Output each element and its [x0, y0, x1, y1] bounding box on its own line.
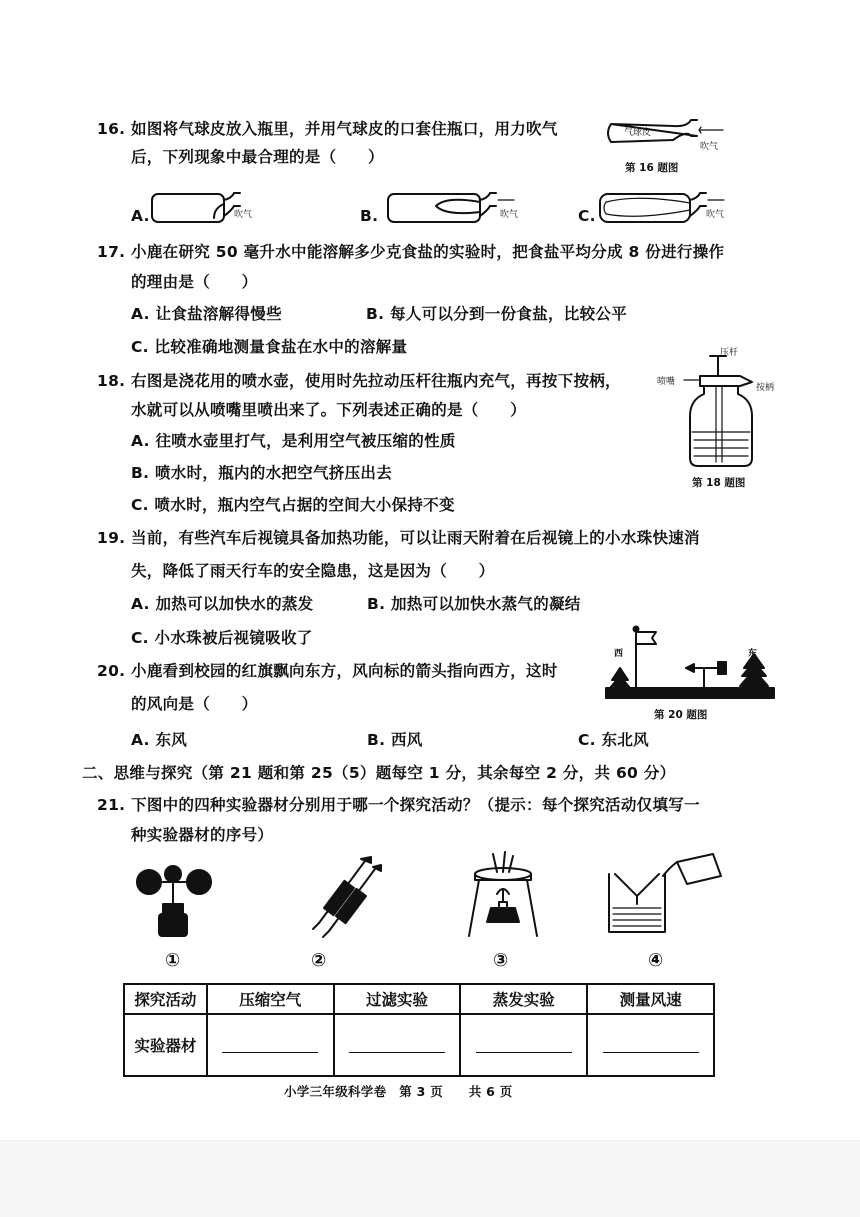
answer-blank-2[interactable]	[334, 1014, 461, 1076]
equipment-number-4: ④	[648, 950, 664, 971]
q18-option-b: B. 喷水时，瓶内的水把空气挤压出去	[131, 464, 392, 482]
equipment-number-2: ②	[311, 950, 327, 971]
q16-option-c-label: 吹气	[706, 210, 725, 220]
filtration-figure	[605, 852, 725, 942]
q19-option-c: C. 小水珠被后视镜吸收了	[131, 629, 313, 647]
q18-option-c: C. 喷水时，瓶内空气占据的空间大小保持不变	[131, 496, 455, 514]
q18-line1: 18. 右图是浇花用的喷水壶，使用时先拉动压杆往瓶内充气，再按下按柄，	[97, 372, 621, 390]
q21-line1: 21. 下图中的四种实验器材分别用于哪一个探究活动？（提示：每个探究活动仅填写一	[97, 796, 700, 814]
q16-line1: 16. 如图将气球皮放入瓶里，并用气球皮的口套住瓶口，用力吹气	[97, 120, 558, 138]
table-col-wind-speed: 测量风速	[587, 984, 714, 1014]
q21-line2: 种实验器材的序号）	[131, 826, 274, 844]
q18-option-a: A. 往喷水壶里打气，是利用空气被压缩的性质	[131, 432, 456, 450]
q18-label-nozzle: 喷嘴	[657, 377, 676, 387]
q19-option-a: A. 加热可以加快水的蒸发	[131, 595, 314, 613]
q20-label-east: 东	[748, 649, 758, 659]
table-col-evaporate: 蒸发实验	[460, 984, 587, 1014]
q18-label-rod: 压杆	[720, 348, 739, 358]
q18-line2: 水就可以从喷嘴里喷出来了。下列表述正确的是（ ）	[131, 401, 527, 419]
q17-line2: 的理由是（ ）	[131, 273, 258, 291]
answer-blank-3[interactable]	[460, 1014, 587, 1076]
q16-option-c-letter: C.	[578, 207, 596, 225]
equipment-number-1: ①	[165, 950, 181, 971]
q16-figure	[603, 118, 723, 158]
syringes-figure	[305, 855, 385, 939]
answer-blank-1[interactable]	[207, 1014, 334, 1076]
q16-fig-blow-label: 吹气	[700, 142, 719, 152]
q18-fig-caption: 第 18 题图	[692, 477, 746, 489]
q21-answer-table	[123, 983, 715, 1077]
q16-option-b-figure	[386, 190, 519, 230]
q20-label-west: 西	[614, 649, 624, 659]
anemometer-figure	[135, 862, 215, 942]
table-row	[124, 984, 714, 1014]
page-footer: 小学三年级科学卷 第 3 页 共 6 页	[284, 1084, 513, 1099]
q20-option-c: C. 东北风	[578, 731, 649, 749]
equipment-number-3: ③	[493, 950, 509, 971]
q20-option-a: A. 东风	[131, 731, 188, 749]
evaporation-stand-figure	[463, 850, 543, 940]
q17-option-c: C. 比较准确地测量食盐在水中的溶解量	[131, 338, 408, 356]
q16-option-a-letter: A.	[131, 207, 150, 225]
table-header-equipment: 实验器材	[124, 1014, 207, 1076]
q19-line2: 失，降低了雨天行车的安全隐患，这是因为（ ）	[131, 562, 495, 580]
q19-option-b: B. 加热可以加快水蒸气的凝结	[367, 595, 581, 613]
q18-label-handle: 按柄	[756, 383, 775, 393]
q16-line2: 后，下列现象中最合理的是（ ）	[131, 148, 384, 166]
q20-line2: 的风向是（ ）	[131, 695, 258, 713]
q16-option-b-label: 吹气	[500, 210, 519, 220]
q17-line1: 17. 小鹿在研究 50 毫升水中能溶解多少克食盐的实验时，把食盐平均分成 8 份进行操作	[97, 243, 725, 261]
q18-sprayer-figure	[660, 346, 790, 472]
q16-fig-balloon-label: 气球皮	[624, 128, 652, 138]
page-bottom-margin	[0, 1140, 860, 1217]
table-col-filter: 过滤实验	[334, 984, 461, 1014]
answer-blank-4[interactable]	[587, 1014, 714, 1076]
q17-option-a: A. 让食盐溶解得慢些	[131, 305, 282, 323]
q16-option-a-label: 吹气	[234, 210, 253, 220]
section2-heading: 二、思维与探究（第 21 题和第 25（5）题每空 1 分，其余每空 2 分，共 60 分）	[82, 764, 676, 782]
q20-figure	[606, 624, 776, 702]
table-header-activity: 探究活动	[124, 984, 207, 1014]
q17-option-b: B. 每人可以分到一份食盐，比较公平	[366, 305, 627, 323]
q20-fig-caption: 第 20 题图	[654, 709, 708, 721]
q16-option-b-letter: B.	[360, 207, 379, 225]
q20-line1: 20. 小鹿看到校园的红旗飘向东方，风向标的箭头指向西方，这时	[97, 662, 558, 680]
table-col-compress-air: 压缩空气	[207, 984, 334, 1014]
q20-option-b: B. 西风	[367, 731, 423, 749]
q16-fig-caption: 第 16 题图	[625, 162, 679, 174]
q19-line1: 19. 当前，有些汽车后视镜具备加热功能，可以让雨天附着在后视镜上的小水珠快速消	[97, 529, 700, 547]
table-row	[124, 1014, 714, 1076]
